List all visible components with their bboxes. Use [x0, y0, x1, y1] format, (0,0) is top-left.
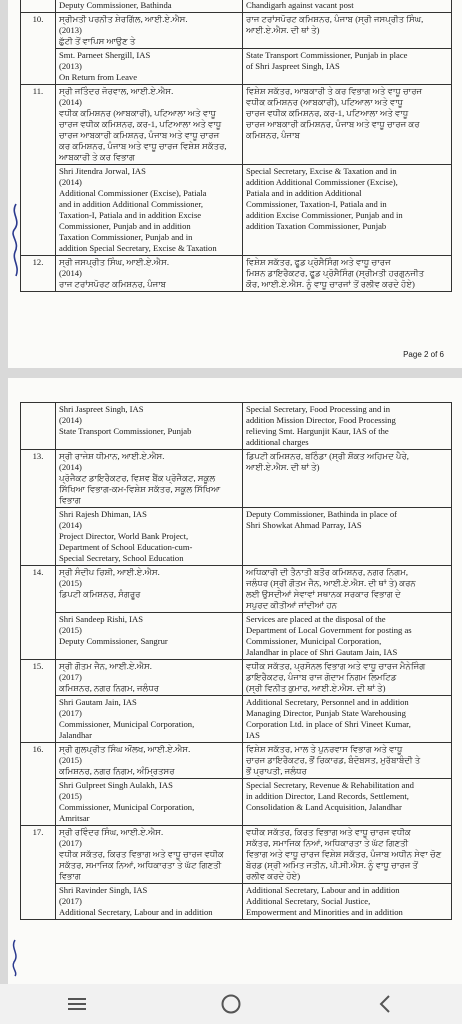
table-row — [21, 256, 452, 292]
serial-number: 12. — [21, 256, 56, 292]
officer-punjabi: ਸ੍ਰੀ ਜਤਿੰਦਰ ਜੋਰਵਾਲ, ਆਈ.ਏ.ਐਸ. (2014) ਵਧੀਕ ਕਮਿਸ਼ਨਰ (ਆਬਕਾਰੀ), ਪਟਿਆਲਾ ਅਤੇ ਵਾਧੂ ਚਾਰਜ ਵਧੀਕ ਕਮਿਸ਼ਨਰ, ਕਰ-1, ਪਟਿਆਲਾ ਅਤੇ ਵਾਧੂ ਚਾਰਜ ਆਬਕਾਰੀ ਕਮਿਸ਼ਨਰ, ਪੰਜਾਬ ਅਤੇ ਵਾਧੂ ਚਾਰਜ ਕਰ ਕਮਿਸ਼ਨਰ, ਪੰਜਾਬ ਅਤੇ ਵਾਧੂ ਚਾਰਜ ਵਿਸ਼ੇਸ਼ ਸਕੱਤਰ, ਆਬਕਾਰੀ ਤੇ ਕਰ ਵਿਭਾਗ — [56, 85, 243, 165]
recent-apps-button[interactable] — [47, 984, 107, 1024]
serial-cell — [21, 0, 56, 13]
table-row — [21, 613, 452, 660]
posting-english: Special Secretary, Food Processing and in addition Mission Director, Food Processing relieving Smt. Hargunjit Kaur, IAS of the additional charges — [243, 403, 452, 450]
table-row — [21, 884, 452, 920]
posting-english: Services are placed at the disposal of the Department of Local Government for posting as Commissioner, Municipal Corporation, Jalandhar in place of Shri Gautam Jain, IAS — [243, 613, 452, 660]
posting-english: Additional Secretary, Labour and in addition Additional Secretary, Social Justice, Empowerment and Minorities and in addition — [243, 884, 452, 920]
officer-english: Shri Gautam Jain, IAS (2017) Commissioner, Municipal Corporation, Jalandhar — [56, 696, 243, 743]
document-page-lower — [8, 378, 462, 984]
transfer-table-upper — [20, 0, 452, 292]
table-row — [21, 779, 452, 826]
back-icon — [377, 994, 393, 1014]
serial-number: 10. — [21, 13, 56, 85]
serial-number: 17. — [21, 826, 56, 920]
officer-english: Shri Jaspreet Singh, IAS (2014) State Transport Commissioner, Punjab — [56, 403, 243, 450]
table-row — [21, 660, 452, 696]
page-number: Page 2 of 6 — [403, 350, 444, 359]
serial-number: 13. — [21, 450, 56, 566]
transfer-table-lower — [20, 402, 452, 920]
officer-punjabi: ਸ੍ਰੀਮਤੀ ਪਰਨੀਤ ਸ਼ੇਰਗਿੱਲ, ਆਈ.ਏ.ਐਸ. (2013) ਛੁੱਟੀ ਤੋਂ ਵਾਪਿਸ ਆਉਣ ਤੇ — [56, 13, 243, 49]
officer-english: Shri Rajesh Dhiman, IAS (2014) Project Director, World Bank Project, Department of School Education-cum- Special Secretary, School Education — [56, 508, 243, 566]
posting-punjabi: ਵਧੀਕ ਸਕੱਤਰ, ਪ੍ਰਸੋਨਲ ਵਿਭਾਗ ਅਤੇ ਵਾਧੂ ਚਾਰਜ ਮੈਨੇਜਿੰਗ ਡਾਇਰੈਕਟਰ, ਪੰਜਾਬ ਰਾਜ ਗੋਦਾਮ ਨਿਗਮ ਲਿਮਟਿਡ (ਸ੍ਰੀ ਵਿਨੀਤ ਕੁਮਾਰ, ਆਈ.ਏ.ਐਸ. ਦੀ ਥਾਂ ਤੇ) — [243, 660, 452, 696]
posting-punjabi: ਵਧੀਕ ਸਕੱਤਰ, ਕਿਰਤ ਵਿਭਾਗ ਅਤੇ ਵਾਧੂ ਚਾਰਜ ਵਧੀਕ ਸਕੱਤਰ, ਸਮਾਜਿਕ ਨਿਆਂ, ਅਧਿਕਾਰਤਾ ਤੇ ਘੱਟ ਗਿਣਤੀ ਵਿਭਾਗ ਅਤੇ ਵਾਧੂ ਚਾਰਜ ਵਿਸ਼ੇਸ਼ ਸਕੱਤਰ, ਪੰਜਾਬ ਅਧੀਨ ਸੇਵਾ ਚੋਣ ਬੋਰਡ (ਸ੍ਰੀ ਅਮਿਤ ਜਤੀਨ, ਪੀ.ਸੀ.ਐਸ. ਨੂੰ ਵਾਧੂ ਚਾਰਜ ਤੋਂ ਰਲੀਵ ਕਰਦੇ ਹੋਏ) — [243, 826, 452, 884]
table-row — [21, 403, 452, 450]
back-button[interactable] — [355, 984, 415, 1024]
posting-english: Special Secretary, Excise & Taxation and in addition Additional Commissioner (Excise), Patiala and in addition Additional Commissioner, Taxation-I, Patiala and in addition Excise Commissioner, Punjab and in addition Taxation Commissioner, Punjab — [243, 165, 452, 256]
officer-english: Shri Sandeep Rishi, IAS (2015) Deputy Commissioner, Sangrur — [56, 613, 243, 660]
posting-punjabi: ਡਿਪਟੀ ਕਮਿਸ਼ਨਰ, ਬਠਿੰਡਾ (ਸ੍ਰੀ ਸ਼ੌਕਤ ਅਹਿਮਦ ਪੈਰੇ, ਆਈ.ਏ.ਐਸ. ਦੀ ਥਾਂ ਤੇ) — [243, 450, 452, 508]
table-row — [21, 826, 452, 884]
serial-number: 11. — [21, 85, 56, 256]
table-row — [21, 508, 452, 566]
posting-punjabi: ਰਾਜ ਟਰਾਂਸਪੋਰਟ ਕਮਿਸ਼ਨਰ, ਪੰਜਾਬ (ਸ੍ਰੀ ਜਸਪ੍ਰੀਤ ਸਿੰਘ, ਆਈ.ਏ.ਐਸ. ਦੀ ਥਾਂ ਤੇ) — [243, 13, 452, 49]
table-row — [21, 450, 452, 508]
officer-punjabi: ਸ੍ਰੀ ਗੁਲਪ੍ਰੀਤ ਸਿੰਘ ਔਲਖ, ਆਈ.ਏ.ਐਸ. (2015) ਕਮਿਸ਼ਨਰ, ਨਗਰ ਨਿਗਮ, ਅੰਮ੍ਰਿਤਸਰ — [56, 743, 243, 779]
table-row — [21, 49, 452, 85]
handwritten-initials — [8, 200, 24, 280]
officer-punjabi: ਸ੍ਰੀ ਰਵਿੰਦਰ ਸਿੰਘ, ਆਈ.ਏ.ਐਸ. (2017) ਵਧੀਕ ਸਕੱਤਰ, ਕਿਰਤ ਵਿਭਾਗ ਅਤੇ ਵਾਧੂ ਚਾਰਜ ਵਧੀਕ ਸਕੱਤਰ, ਸਮਾਜਿਕ ਨਿਆਂ, ਅਧਿਕਾਰਤਾ ਤੇ ਘੱਟ ਗਿਣਤੀ ਵਿਭਾਗ — [56, 826, 243, 884]
officer-english: Smt. Parneet Shergill, IAS (2013) On Return from Leave — [56, 49, 243, 85]
current-post-cell: Deputy Commissioner, Bathinda — [56, 0, 243, 13]
serial-number: 16. — [21, 743, 56, 826]
table-row — [21, 566, 452, 613]
table-row — [21, 0, 452, 13]
posting-english: Additional Secretary, Personnel and in addition Managing Director, Punjab State Warehousing Corporation Ltd. in place of Shri Vineet Kumar, IAS — [243, 696, 452, 743]
home-button[interactable] — [201, 984, 261, 1024]
posting-punjabi: ਵਿਸ਼ੇਸ਼ ਸਕੱਤਰ, ਫੂਡ ਪ੍ਰੋਸੈਸਿੰਗ ਅਤੇ ਵਾਧੂ ਚਾਰਜ ਮਿਸ਼ਨ ਡਾਇਰੈਕਟਰ, ਫੂਡ ਪ੍ਰੋਸੈਸਿੰਗ (ਸ੍ਰੀਮਤੀ ਹਰਗੁਨਜੀਤ ਕੌਰ, ਆਈ.ਏ.ਐਸ. ਨੂੰ ਵਾਧੂ ਚਾਰਜਾਂ ਤੋਂ ਰਲੀਵ ਕਰਦੇ ਹੋਏ) — [243, 256, 452, 292]
new-post-cell: Chandigarh against vacant post — [243, 0, 452, 13]
handwritten-mark — [8, 938, 22, 978]
posting-english: State Transport Commissioner, Punjab in place of Shri Jaspreet Singh, IAS — [243, 49, 452, 85]
officer-punjabi: ਸ੍ਰੀ ਜਸਪ੍ਰੀਤ ਸਿੰਘ, ਆਈ.ਏ.ਐਸ. (2014) ਰਾਜ ਟਰਾਂਸਪੋਰਟ ਕਮਿਸ਼ਨਰ, ਪੰਜਾਬ — [56, 256, 243, 292]
recent-apps-icon — [67, 996, 87, 1012]
officer-english: Shri Gulpreet Singh Aulakh, IAS (2015) Commissioner, Municipal Corporation, Amritsar — [56, 779, 243, 826]
home-icon — [220, 993, 242, 1015]
posting-english: Deputy Commissioner, Bathinda in place of Shri Showkat Ahmad Parray, IAS — [243, 508, 452, 566]
table-row — [21, 165, 452, 256]
posting-punjabi: ਅਧਿਕਾਰੀ ਦੀ ਤੈਨਾਤੀ ਬਤੌਰ ਕਮਿਸ਼ਨਰ, ਨਗਰ ਨਿਗਮ, ਜਲੰਧਰ (ਸ੍ਰੀ ਗੌਤਮ ਜੈਨ, ਆਈ.ਏ.ਐਸ. ਦੀ ਥਾਂ ਤੇ) ਕਰਨ ਲਈ ਉਸਦੀਆਂ ਸੇਵਾਵਾਂ ਸਥਾਨਕ ਸਰਕਾਰ ਵਿਭਾਗ ਦੇ ਸਪੁਰਦ ਕੀਤੀਆਂ ਜਾਂਦੀਆਂ ਹਨ — [243, 566, 452, 613]
officer-english: Shri Ravinder Singh, IAS (2017) Additional Secretary, Labour and in addition — [56, 884, 243, 920]
serial-number: 15. — [21, 660, 56, 743]
officer-punjabi: ਸ੍ਰੀ ਸੰਦੀਪ ਰਿਸ਼ੀ, ਆਈ.ਏ.ਐਸ. (2015) ਡਿਪਟੀ ਕਮਿਸ਼ਨਰ, ਸੰਗਰੂਰ — [56, 566, 243, 613]
table-row — [21, 85, 452, 165]
posting-punjabi: ਵਿਸ਼ੇਸ਼ ਸਕੱਤਰ, ਮਾਲ ਤੇ ਪੁਨਰਵਾਸ ਵਿਭਾਗ ਅਤੇ ਵਾਧੂ ਚਾਰਜ ਡਾਇਰੈਕਟਰ, ਭੌਂ ਰਿਕਾਰਡ, ਬੰਦੋਬਸਤ, ਮੁਰੱਬਾਬੰਦੀ ਤੇ ਭੌਂ ਪ੍ਰਾਪਤੀ, ਜਲੰਧਰ — [243, 743, 452, 779]
officer-punjabi: ਸ੍ਰੀ ਗੌਤਮ ਜੈਨ, ਆਈ.ਏ.ਐਸ. (2017) ਕਮਿਸ਼ਨਰ, ਨਗਰ ਨਿਗਮ, ਜਲੰਧਰ — [56, 660, 243, 696]
posting-english: Special Secretary, Revenue & Rehabilitation and in addition Director, Land Records, Settlement, Consolidation & Land Acquisition, Jalandhar — [243, 779, 452, 826]
system-navigation-bar — [0, 984, 462, 1024]
table-row — [21, 13, 452, 49]
officer-english: Shri Jitendra Jorwal, IAS (2014) Additional Commissioner (Excise), Patiala and in addition Additional Commissioner, Taxation-I, Patiala and in addition Excise Commissioner, Punjab and in addition Taxation Commissioner, Punjab and in addition Special Secretary, Excise & Taxation — [56, 165, 243, 256]
serial-number: 14. — [21, 566, 56, 660]
serial-number — [21, 403, 56, 450]
officer-punjabi: ਸ੍ਰੀ ਰਾਜੇਸ਼ ਧੀਮਾਨ, ਆਈ.ਏ.ਐਸ. (2014) ਪ੍ਰੋਜੈਕਟ ਡਾਇਰੈਕਟਰ, ਵਿਸ਼ਵ ਬੈਂਕ ਪ੍ਰੋਜੈਕਟ, ਸਕੂਲ ਸਿੱਖਿਆ ਵਿਭਾਗ-ਕਮ-ਵਿਸ਼ੇਸ਼ ਸਕੱਤਰ, ਸਕੂਲ ਸਿੱਖਿਆ ਵਿਭਾਗ — [56, 450, 243, 508]
table-row — [21, 696, 452, 743]
document-page-upper — [8, 0, 462, 368]
table-row — [21, 743, 452, 779]
posting-punjabi: ਵਿਸ਼ੇਸ਼ ਸਕੱਤਰ, ਆਬਕਾਰੀ ਤੇ ਕਰ ਵਿਭਾਗ ਅਤੇ ਵਾਧੂ ਚਾਰਜ ਵਧੀਕ ਕਮਿਸ਼ਨਰ (ਆਬਕਾਰੀ), ਪਟਿਆਲਾ ਅਤੇ ਵਾਧੂ ਚਾਰਜ ਵਧੀਕ ਕਮਿਸ਼ਨਰ, ਕਰ-1, ਪਟਿਆਲਾ ਅਤੇ ਵਾਧੂ ਚਾਰਜ ਆਬਕਾਰੀ ਕਮਿਸ਼ਨਰ, ਪੰਜਾਬ ਅਤੇ ਵਾਧੂ ਚਾਰਜ ਕਰ ਕਮਿਸ਼ਨਰ, ਪੰਜਾਬ — [243, 85, 452, 165]
